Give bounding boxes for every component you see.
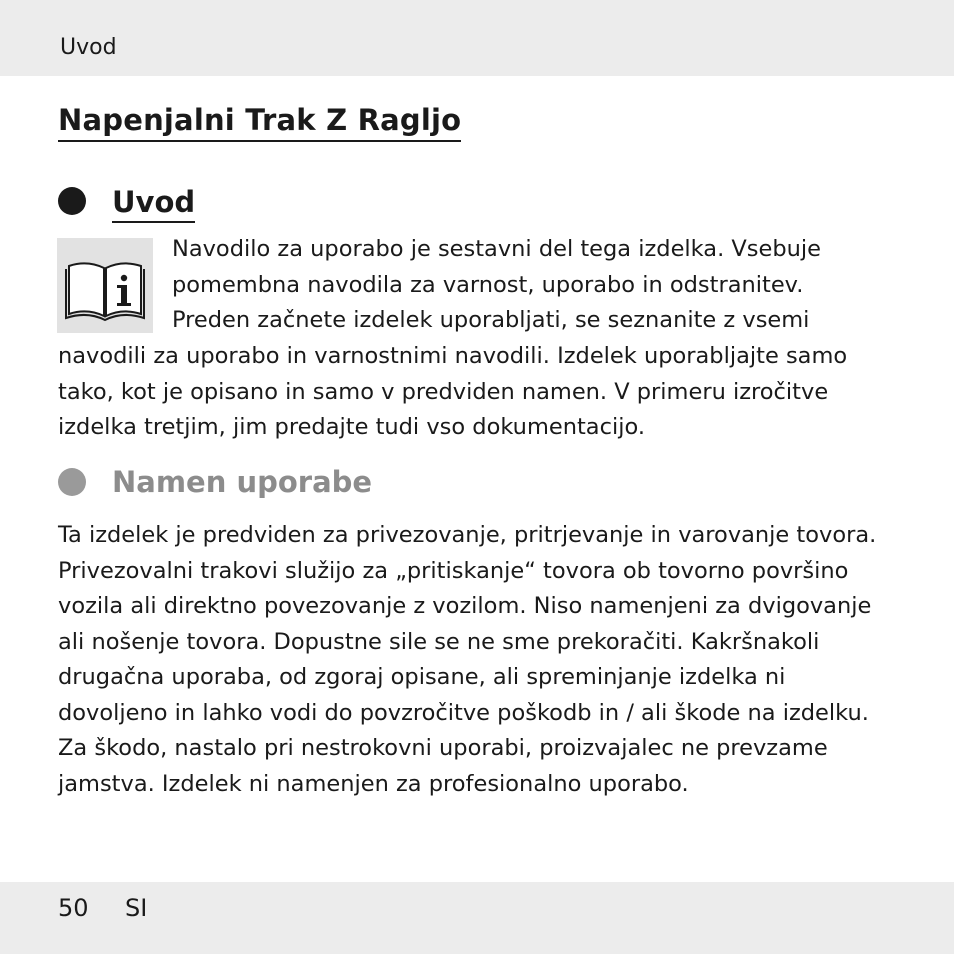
text-line: ali nošenje tovora. Dopustne sile se ne sme prekoračiti. Kakršnakoli — [58, 628, 820, 655]
info-book-graphic — [57, 238, 153, 333]
text-line: navodili za uporabo in varnostnimi navodili. Izdelek uporabljajte samo — [58, 343, 848, 369]
section-heading-namen-uporabe: Namen uporabe — [112, 465, 373, 499]
document-title: Napenjalni Trak Z Ragljo — [58, 100, 461, 142]
section-bullet-icon — [58, 468, 86, 496]
language-code: SI — [125, 894, 148, 922]
text-line: Navodilo za uporabo je sestavni del tega izdelka. Vsebuje — [172, 236, 821, 262]
text-line: drugačna uporaba, od zgoraj opisane, ali spreminjanje izdelka ni — [58, 664, 786, 690]
text-line: Ta izdelek je predviden za privezovanje, pritrjevanje in varovanje tovora. — [58, 522, 877, 548]
intro-paragraph-continued — [58, 339, 847, 446]
header-bar — [0, 0, 954, 76]
text-line: Preden začnete izdelek uporabljati, se seznanite z vsemi — [172, 307, 810, 333]
page-number: 50 — [58, 894, 89, 922]
text-line: dovoljeno in lahko vodi do povzročitve poškodb in / ali škode na izdelku. — [58, 699, 869, 726]
section-bullet-icon — [58, 187, 86, 215]
info-manual-icon — [57, 238, 153, 333]
text-line: vozila ali direktno povezovanje z vozilom. Niso namenjeni za dvigovanje — [58, 593, 872, 619]
intro-paragraph-beside-icon — [172, 232, 821, 339]
text-line: izdelka tretjim, jim predajte tudi vso dokumentacijo. — [58, 414, 645, 440]
text-line: Privezovalni trakovi služijo za „pritiskanje“ tovora ob tovorno površino — [58, 557, 849, 584]
text-line: pomembna navodila za varnost, uporabo in odstranitev. — [172, 271, 804, 298]
text-line: Za škodo, nastalo pri nestrokovni uporabi, proizvajalec ne prevzame — [58, 735, 828, 761]
section-heading-uvod: Uvod — [112, 183, 195, 223]
intended-use-paragraph — [58, 518, 876, 802]
header-section-label: Uvod — [60, 35, 117, 60]
text-line: jamstva. Izdelek ni namenjen za profesionalno uporabo. — [58, 770, 689, 797]
text-line: tako, kot je opisano in samo v predviden namen. V primeru izročitve — [58, 378, 829, 405]
